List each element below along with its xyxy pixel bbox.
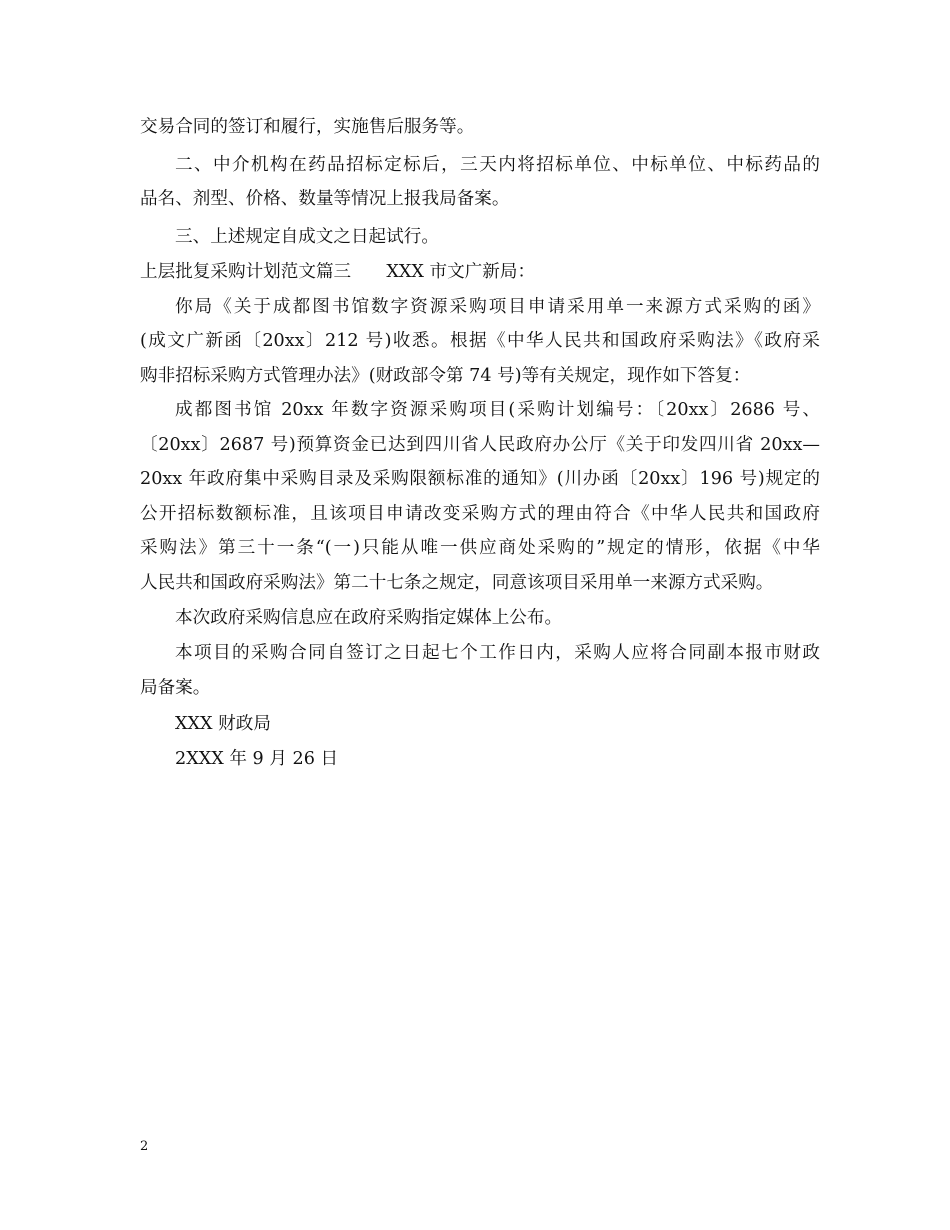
date-line: 2XXX 年 9 月 26 日	[175, 749, 339, 769]
paragraph-line: 交易合同的签订和履行，实施售后服务等。	[140, 117, 475, 137]
paragraph-line: 本项目的采购合同自签订之日起七个工作日内，采购人应将合同副本报市财政	[175, 643, 820, 663]
section-heading-line: 上层批复采购计划范文篇三 XXX 市文广新局：	[140, 262, 536, 282]
paragraph-line: 20xx 年政府集中采购目录及采购限额标准的通知》(川办函〔20xx〕196 号)规定的	[140, 469, 820, 489]
paragraph-line: 人民共和国政府采购法》第二十七条之规定，同意该项目采用单一来源方式采购。	[140, 573, 774, 593]
paragraph-line: 品名、剂型、价格、数量等情况上报我局备案。	[140, 189, 510, 209]
paragraph-line: 购非招标采购方式管理办法》(财政部令第 74 号)等有关规定，现作如下答复：	[140, 366, 751, 386]
paragraph-line: 局备案。	[140, 678, 211, 698]
signature-line: XXX 财政局	[175, 714, 271, 734]
paragraph-line: 你局《关于成都图书馆数字资源采购项目申请采用单一来源方式采购的函》	[175, 297, 820, 317]
paragraph-line: (成文广新函〔20xx〕212 号)收悉。根据《中华人民共和国政府采购法》《政府采	[140, 331, 820, 351]
paragraph-line: 成都图书馆 20xx 年数字资源采购项目(采购计划编号：〔20xx〕2686 号、	[175, 400, 820, 420]
paragraph-line: 三、上述规定自成文之日起试行。	[175, 227, 439, 247]
page-number: 2	[140, 1139, 149, 1154]
paragraph-line: 公开招标数额标准，且该项目申请改变采购方式的理由符合《中华人民共和国政府	[140, 504, 820, 524]
paragraph-line: 〔20xx〕2687 号)预算资金已达到四川省人民政府办公厅《关于印发四川省 20xx—	[140, 435, 820, 455]
paragraph-line: 二、中介机构在药品招标定标后，三天内将招标单位、中标单位、中标药品的	[175, 155, 820, 175]
paragraph-line: 本次政府采购信息应在政府采购指定媒体上公布。	[175, 608, 563, 628]
paragraph-line: 采购法》第三十一条“(一)只能从唯一供应商处采购的”规定的情形，依据《中华	[140, 538, 820, 558]
